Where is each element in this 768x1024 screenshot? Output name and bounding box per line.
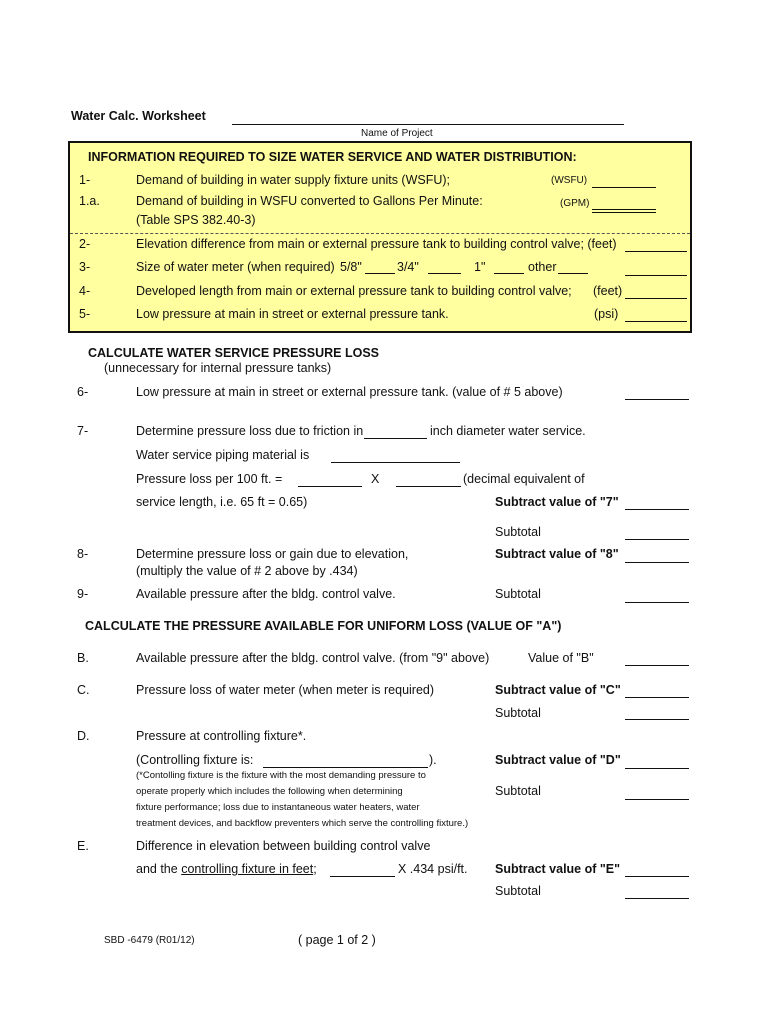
controlling-fixture-label: (Controlling fixture is: [136,753,254,767]
wsfu-field[interactable] [592,187,656,188]
psi-multiplier: X .434 psi/ft. [398,862,468,876]
gpm-field-underline [592,212,656,213]
row-4-number: 4- [79,284,91,298]
loss-per-100-label: Pressure loss per 100 ft. = [136,472,283,486]
subtotal-d-label: Subtotal [495,784,541,798]
subtract-e-field[interactable] [625,876,689,877]
meter-size-other: other [528,260,557,274]
subtotal-7-field[interactable] [625,539,689,540]
row-c-letter: C. [77,683,90,697]
subtract-7-field[interactable] [625,509,689,510]
subtotal-e-field[interactable] [625,898,689,899]
row-2-number: 2- [79,237,91,251]
subtract-8-label: Subtract value of "8" [495,547,619,561]
row-9-number: 9- [77,587,89,601]
row-8-number: 8- [77,547,89,561]
subtract-d-field[interactable] [625,768,689,769]
worksheet-title: Water Calc. Worksheet [71,109,206,123]
service-subheading: (unnecessary for internal pressure tanks) [104,361,332,375]
subtract-8-field[interactable] [625,562,689,563]
row-6-text: Low pressure at main in street or external pressure tank. (value of # 5 above) [136,385,563,399]
subtract-c-field[interactable] [625,697,689,698]
uniform-heading: CALCULATE THE PRESSURE AVAILABLE FOR UNIFORM LOSS (VALUE OF "A") [85,619,562,633]
row-e-text: Difference in elevation between building control valve [136,839,431,853]
row-2-text: Elevation difference from main or external pressure tank to building control valve; (feet) [136,237,617,251]
multiply-x: X [371,472,380,486]
row-d-text: Pressure at controlling fixture*. [136,729,307,743]
row-b-letter: B. [77,651,89,665]
project-name-label: Name of Project [361,128,433,139]
decimal-length-field[interactable] [396,486,461,487]
row-5-unit: (psi) [594,307,619,321]
gpm-field[interactable] [592,209,656,210]
pipe-diameter-field[interactable] [364,438,427,439]
meter-other-field[interactable] [558,273,588,274]
page-number: ( page 1 of 2 ) [298,933,376,947]
controlling-fixture-field[interactable] [263,767,428,768]
fixture-note-line-1: (*Contolling fixture is the fixture with the most demanding pressure to [136,770,426,781]
row-3-number: 3- [79,260,91,274]
form-id: SBD -6479 (R01/12) [104,935,195,946]
meter-58-field[interactable] [365,273,395,274]
row-8-text2: (multiply the value of # 2 above by .434) [136,564,358,578]
row-5-text: Low pressure at main in street or external pressure tank. [136,307,449,321]
row-c-text: Pressure loss of water meter (when meter is required) [136,683,435,697]
developed-length-field[interactable] [625,298,687,299]
row-7-text-b: inch diameter water service. [430,424,586,438]
meter-size-field[interactable] [625,275,687,276]
meter-34-field[interactable] [428,273,461,274]
subtract-d-label: Subtract value of "D" [495,753,621,767]
decimal-equivalent-label: (decimal equivalent of [463,472,585,486]
row-1-unit: (WSFU) [551,175,588,186]
subtotal-7-label: Subtotal [495,525,541,539]
row-8-text: Determine pressure loss or gain due to elevation, [136,547,409,561]
meter-size-1: 1" [474,260,486,274]
box-divider [70,233,690,234]
material-field[interactable] [331,462,460,463]
material-label: Water service piping material is [136,448,310,462]
info-heading: INFORMATION REQUIRED TO SIZE WATER SERVICE AND WATER DISTRIBUTION: [88,150,577,164]
subtotal-e-label: Subtotal [495,884,541,898]
row-1a-unit: (GPM) [560,198,590,209]
loss-per-100-field[interactable] [298,486,362,487]
row-7-number: 7- [77,424,89,438]
subtotal-c-field[interactable] [625,719,689,720]
subtract-e-label: Subtract value of "E" [495,862,621,876]
row-e-text2-suffix: ; [313,862,317,876]
row-e-text2 [136,862,317,876]
row-6-field[interactable] [625,399,689,400]
controlling-fixture-close: ). [429,753,437,767]
subtract-7-label: Subtract value of "7" [495,495,619,509]
row-4-unit: (feet) [593,284,623,298]
row-e-letter: E. [77,839,89,853]
row-9-text: Available pressure after the bldg. control valve. [136,587,396,601]
row-1-text: Demand of building in water supply fixture units (WSFU); [136,173,451,187]
service-heading: CALCULATE WATER SERVICE PRESSURE LOSS [88,346,380,360]
row-d-letter: D. [77,729,90,743]
row-6-number: 6- [77,385,89,399]
project-name-field[interactable] [232,124,624,125]
service-length-label: service length, i.e. 65 ft = 0.65) [136,495,308,509]
subtotal-c-label: Subtotal [495,706,541,720]
meter-1-field[interactable] [494,273,524,274]
low-pressure-field[interactable] [625,321,687,322]
fixture-note-line-3: fixture performance; loss due to instantaneous water heaters, water [136,802,420,813]
subtotal-9-field[interactable] [625,602,689,603]
value-b-field[interactable] [625,665,689,666]
row-e-text2-underlined: controlling fixture in feet [181,862,314,876]
row-7-text-a: Determine pressure loss due to friction in [136,424,364,438]
row-3-text: Size of water meter (when required) [136,260,335,274]
subtract-c-label: Subtract value of "C" [495,683,621,697]
meter-size-34: 3/4" [397,260,419,274]
row-1-number: 1- [79,173,91,187]
subtotal-9-label: Subtotal [495,587,541,601]
row-4-text: Developed length from main or external pressure tank to building control valve; [136,284,572,298]
row-1a-text2: (Table SPS 382.40-3) [136,213,256,227]
row-e-text2-prefix: and the [136,862,178,876]
subtotal-d-field[interactable] [625,799,689,800]
meter-size-58: 5/8" [340,260,362,274]
row-1a-text: Demand of building in WSFU converted to Gallons Per Minute: [136,194,483,208]
fixture-note-line-2: operate properly which includes the following when determining [136,786,403,797]
elevation-diff-field[interactable] [330,876,395,877]
row-5-number: 5- [79,307,91,321]
row-b-text: Available pressure after the bldg. control valve. (from "9" above) [136,651,490,665]
fixture-note-line-4: treatment devices, and backflow preventers which serve the controlling fixture.) [136,818,469,829]
elevation-field[interactable] [625,251,687,252]
value-b-label: Value of "B" [528,651,594,665]
row-1a-number: 1.a. [79,194,100,208]
